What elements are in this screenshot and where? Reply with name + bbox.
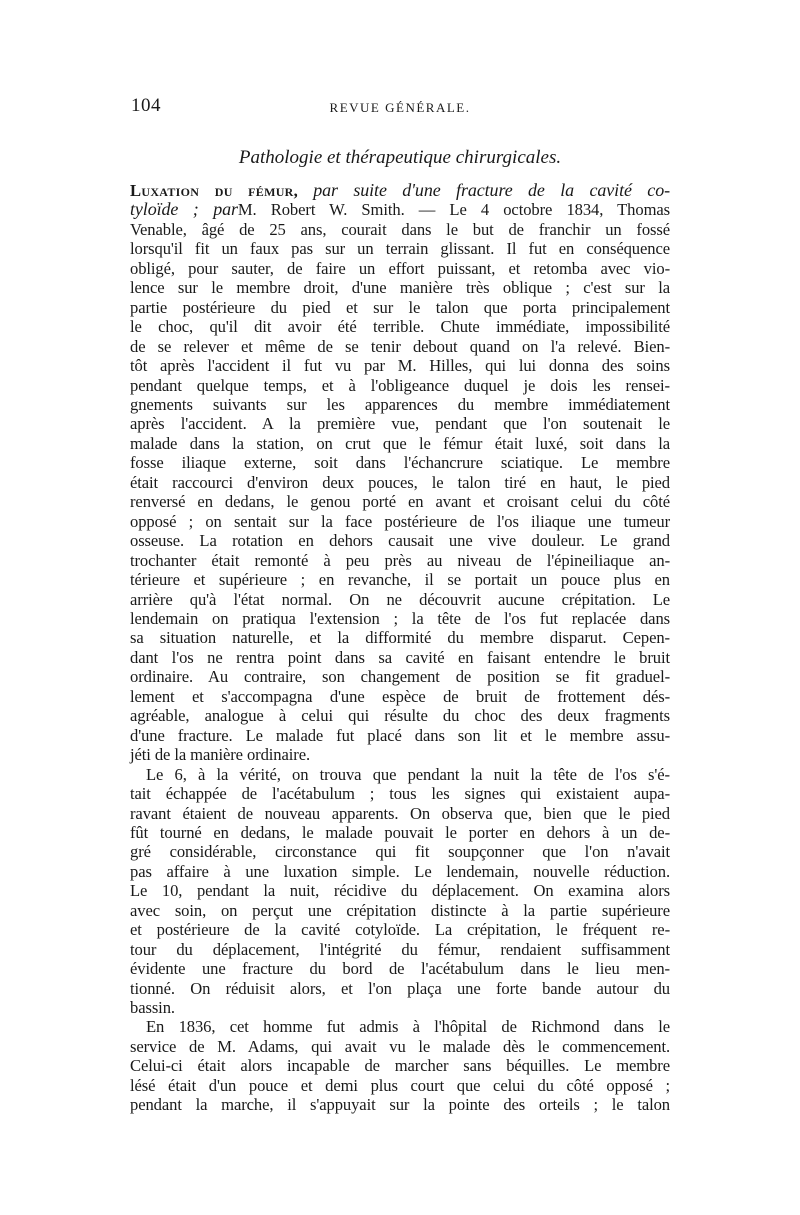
article-heading-italic: par suite d'une fracture de la cavité co- [313, 180, 670, 200]
article-body [130, 181, 670, 1115]
text-line: fosse iliaque externe, soit dans l'échancrure sciatique. Le membre [130, 453, 670, 473]
text-line: Le 10, pendant la nuit, récidive du déplacement. On examina alors [130, 881, 670, 901]
text-line: le choc, qu'il dit avoir été terrible. Chute immédiate, impossibilité [130, 317, 670, 337]
text-line: renversé en dedans, le genou porté en avant et croisant celui du côté [130, 492, 670, 512]
text-line: ravant étaient de nouveau apparents. On observa que, bien que le pied [130, 803, 670, 823]
article-heading-label: Luxation du fémur, [130, 181, 299, 200]
text-line: pendant la marche, il s'appuyait sur la pointe des orteils ; le talon [130, 1095, 670, 1115]
text-line: lendemain on pratiqua l'extension ; la tête de l'os fut replacée dans [130, 608, 670, 628]
text-line: tôt après l'accident il fut vu par M. Hilles, qui lui donna des soins [130, 356, 670, 376]
article-heading-rest: M. Robert W. Smith. — Le 4 octobre 1834, Thomas [237, 200, 671, 220]
text-line: était raccourci d'environ deux pouces, le talon tiré en haut, le pied [130, 472, 670, 492]
text-line: bassin. [130, 998, 175, 1018]
text-line: Le 6, à la vérité, on trouva que pendant la nuit la tête de l'os s'é- [146, 764, 670, 784]
text-line: et postérieure de la cavité cotyloïde. La crépitation, le fréquent re- [130, 920, 670, 940]
text-line: agréable, analogue à celui qui résulte du choc des deux fragments [130, 706, 670, 726]
text-line: fût tourné en dedans, le malade pouvait le porter en dehors à un de- [130, 822, 670, 842]
text-line: gnements suivants sur les apparences du membre immédiatement [130, 394, 670, 414]
text-line: osseuse. La rotation en dehors causait une vive douleur. Le grand [130, 531, 670, 551]
text-line: service de M. Adams, qui avait vu le malade dès le commencement. [130, 1036, 670, 1056]
text-line: d'une fracture. Le malade fut placé dans son lit et le membre assu- [130, 725, 670, 745]
text-line: lence sur le membre droit, d'une manière très oblique ; c'est sur la [130, 278, 670, 298]
section-title: Pathologie et thérapeutique chirurgicales. [238, 147, 562, 168]
text-line: lorsqu'il fit un faux pas sur un terrain glissant. Il fut en conséquence [130, 239, 670, 259]
text-line: ordinaire. Au contraire, son changement de position se fit graduel- [130, 667, 670, 687]
text-line: tionné. On réduisit alors, et l'on plaça une forte bande autour du [130, 978, 670, 998]
article-heading-line-1 [130, 181, 670, 200]
text-line: tait échappée de l'acétabulum ; tous les signes qui existaient aupa- [130, 784, 670, 804]
text-line: pas affaire à une luxation simple. Le lendemain, nouvelle réduction. [130, 861, 670, 881]
text-line: Celui-ci était alors incapable de marcher sans béquilles. Le membre [130, 1056, 670, 1076]
text-line: de se relever et même de se tenir debout quand on l'a relevé. Bien- [130, 336, 670, 356]
text-line: gré considérable, circonstance qui fit soupçonner que l'on n'avait [130, 842, 670, 862]
text-line: térieure et supérieure ; en revanche, il se portait un pouce plus en [130, 570, 670, 590]
text-line: opposé ; on sentait sur la face postérieure de l'os iliaque une tumeur [130, 511, 670, 531]
text-line: Venable, âgé de 25 ans, courait dans le but de franchir un fossé [130, 219, 670, 239]
text-line: lésé était d'un pouce et demi plus court que celui du côté opposé ; [130, 1075, 670, 1095]
text-line: partie postérieure du pied et sur le talon que porta principalement [130, 297, 670, 317]
running-head: REVUE GÉNÉRALE. [329, 100, 471, 115]
text-line: obligé, pour sauter, de faire un effort puissant, et retomba avec vio- [130, 258, 670, 278]
page-number: 104 [131, 95, 161, 116]
text-line: sa situation naturelle, et la difformité du membre disparut. Cepen- [130, 628, 670, 648]
text-line: évidente une fracture du bord de l'acétabulum dans le lieu men- [130, 959, 670, 979]
text-line: tour du déplacement, l'intégrité du fémur, rendaient suffisamment [130, 939, 670, 959]
article-heading-italic-2: tyloïde ; par [130, 199, 238, 220]
text-line: malade dans la station, on crut que le fémur était luxé, soit dans la [130, 433, 670, 453]
article-heading-line-2 [130, 200, 670, 219]
text-line: lement et s'accompagna d'une espèce de bruit de frottement dés- [130, 686, 670, 706]
text-line: après l'accident. A la première vue, pendant que l'on soutenait le [130, 414, 670, 434]
text-line: trochanter était remonté à peu près au niveau de l'épineiliaque an- [130, 550, 670, 570]
text-line: jéti de la manière ordinaire. [130, 745, 311, 765]
text-line: avec soin, on perçut une crépitation distincte à la partie supérieure [130, 900, 670, 920]
text-line: En 1836, cet homme fut admis à l'hôpital de Richmond dans le [146, 1017, 670, 1037]
text-line: dant l'os ne rentra point dans sa cavité en faisant entendre le bruit [130, 647, 670, 667]
text-line: pendant quelque temps, et à l'obligeance duquel je dois les rensei- [130, 375, 670, 395]
text-line: arrière qu'à l'état normal. On ne découvrit aucune crépitation. Le [130, 589, 670, 609]
